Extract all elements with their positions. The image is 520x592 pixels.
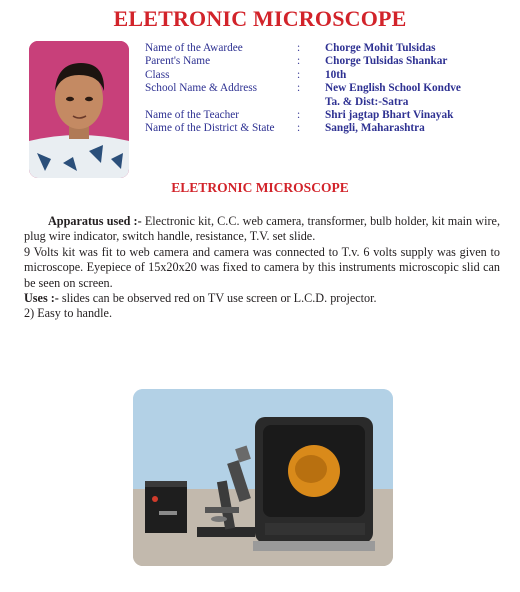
uses-point-2: 2) Easy to handle. (24, 306, 112, 321)
info-label: School Name & Address (145, 82, 258, 95)
project-description (24, 214, 500, 322)
info-value: Ta. & Dist:-Satra (325, 95, 409, 108)
info-row (145, 96, 461, 109)
info-label: Name of the Teacher (145, 109, 240, 122)
info-value: Chorge Mohit Tulsidas (325, 42, 436, 54)
info-value: 10th (325, 68, 347, 81)
info-row (145, 122, 461, 135)
info-colon: : (297, 122, 301, 135)
info-label: Name of the District & State (145, 122, 275, 135)
uses-label: Uses :- (24, 291, 59, 306)
page-title: ELETRONIC MICROSCOPE (113, 6, 407, 31)
awardee-photo (29, 41, 129, 178)
info-label: Class (145, 68, 170, 81)
microscope-setup-image (133, 389, 393, 566)
info-colon: : (297, 109, 301, 122)
info-colon: : (297, 42, 301, 54)
info-value: Shri jagtap Bhart Vinayak (325, 109, 454, 122)
uses-paragraph (24, 291, 500, 306)
section-heading: ELETRONIC MICROSCOPE (171, 180, 349, 195)
awardee-info-table (145, 42, 461, 136)
info-row (145, 55, 461, 68)
apparatus-text: Electronic kit, C.C. web camera, transformer, bulb holder, kit main wire, plug wire indicator, switch handle, resistance, T.V. set slide. (24, 214, 500, 244)
info-row (145, 69, 461, 82)
info-colon: : (297, 55, 301, 68)
uses-text: slides can be observed red on TV use screen or L.C.D. projector. (58, 291, 377, 306)
info-label: Parent's Name (145, 55, 211, 68)
apparatus-paragraph (24, 214, 500, 245)
microscope-photo (133, 389, 393, 566)
info-colon: : (297, 68, 301, 81)
info-label: Name of the Awardee (145, 42, 243, 54)
info-label (145, 96, 297, 109)
info-value: New English School Kondve (325, 82, 461, 95)
info-value: Chorge Tulsidas Shankar (325, 55, 448, 68)
info-row (145, 109, 461, 122)
info-colon (297, 96, 325, 109)
info-colon: : (297, 82, 301, 95)
info-row (145, 82, 461, 95)
info-value: Sangli, Maharashtra (325, 122, 425, 135)
info-row (145, 42, 461, 55)
awardee-portrait-image (29, 41, 129, 178)
setup-paragraph: 9 Volts kit was fit to web camera and camera was connected to T.v. 6 volts supply was given to microscope. Eyepiece of 15x20x20 was fixed to camera by this instruments microscopic slid can be seen on screen. (24, 244, 500, 290)
apparatus-label: Apparatus used :- (48, 214, 142, 228)
